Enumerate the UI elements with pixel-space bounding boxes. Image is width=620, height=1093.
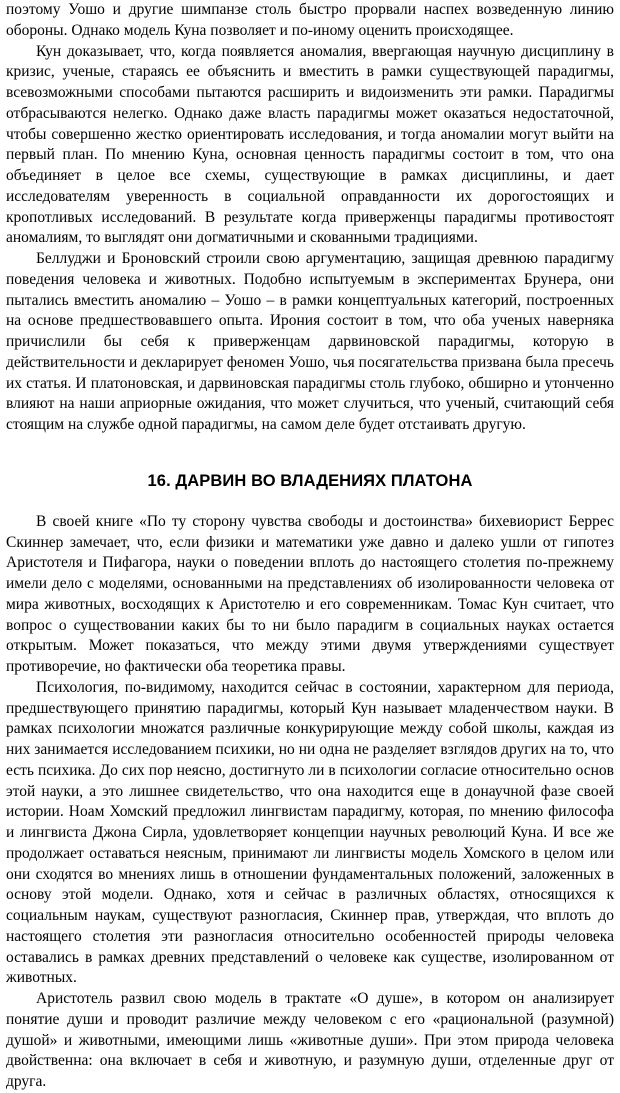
paragraph-skinner: В своей книге «По ту сторону чувства свободы и достоинства» бихевиорист Беррес Скиннер замечает, что, если физики и математики уже давно и далеко ушли от гипотез Аристотеля и Пифагора, науки о поведении вплоть до настоящего столетия по-прежнему имели дело с моделями, основанными на представлениях об изолированности человека от мира животных, восходящих к Аристотелю и его современникам. Томас Кун считает, что вопрос о существовании каких бы то ни было парадигм в социальных науках остается открытым. Может показаться, что между этими двумя утверждениями существует противоречие, но фактически оба теоретика правы.: [6, 512, 614, 675]
paragraph-continuation: поэтому Уошо и другие шимпанзе столь быстро прорвали наспех возведенную линию обороны. Однако модель Куна позволяет и по-иному оценить происходящее.: [6, 1, 614, 39]
paragraph-kuhn-anomaly: Кун доказывает, что, когда появляется аномалия, ввергающая научную дисциплину в кризис, ученые, стараясь ее объяснить и вместить в рамки существующей парадигмы, всевозможными способами пытаются расширить и видоизменить эти рамки. Парадигмы отбрасываются нелегко. Однако даже власть парадигмы может оказаться недостаточной, чтобы совершенно жестко ориентировать исследования, и тогда аномалии могут выйти на первый план. По мнению Куна, основная ценность парадигмы состоит в том, что она объединяет в целое все схемы, существующие в рамках дисциплины, и дает исследователям уверенность в социальной оправданности их дорогостоящих и кропотливых исследований. В результате когда приверженцы парадигмы противостоят аномалиям, то выглядят они догматичными и скованными традициями.: [6, 42, 614, 247]
document-page: [6, 0, 614, 1093]
paragraph-bellugi-bronowski: Беллуджи и Броновский строили свою аргументацию, защищая древнюю парадигму поведения человека и животных. Подобно испытуемым в экспериментах Брунера, они пытались вместить аномалию – Уошо – в рамки концептуальных категорий, построенных на основе предшествовавшего опыта. Ирония состоит в том, что оба ученых наверняка причислили бы себя к приверженцам дарвиновской парадигмы, которую в действительности и декларирует феномен Уошо, чья посягательства призвана была пресечь их статья. И платоновская, и дарвиновская парадигмы столь глубоко, обширно и утонченно влияют на наши априорные ожидания, что может случиться, что ученый, считающий себя стоящим на службе одной парадигмы, на самом деле будет отстаивать другую.: [6, 250, 614, 433]
chapter-title: 16. ДАРВИН ВО ВЛАДЕНИЯХ ПЛАТОНА: [147, 471, 473, 490]
paragraph-aristotle: Аристотель развил свою модель в трактате «О душе», в котором он анализирует понятие души и проводит различие между человеком с его «рациональной (разумной) душой» и животными, имеющими лишь «животные души». При этом природа человека двойственна: она включает в себя и животную, и разумную души, отделенные друг от друга.: [6, 990, 614, 1090]
paragraph-psychology: Психология, по-видимому, находится сейчас в состоянии, характерном для периода, предшествующего принятию парадигмы, который Кун называет младенчеством науки. В рамках психологии множатся различные конкурирующие между собой школы, каждая из них занимается исследованием психики, но ни одна не разделяет взглядов других на то, что есть психика. До сих пор неясно, достигнуто ли в психологии согласие относительно основ этой науки, а это лишнее свидетельство, что она находится еще в донаучной фазе своей истории. Ноам Хомский предложил лингвистам парадигму, которая, по мнению философа и лингвиста Джона Сирла, удовлетворяет концепции научных революций Куна. И все же продолжает оставаться неясным, принимают ли лингвисты модель Хомского в целом или они сходятся во мнениях лишь в отношении фундаментальных положений, заложенных в основу этой модели. Однако, хотя и сейчас в различных областях, относящихся к социальным наукам, существуют разногласия, Скиннер прав, утверждая, что вплоть до настоящего столетия эти разногласия относительно особенностей природы человека оставались в рамках древних представлений о человеке как существе, изолированном от животных.: [6, 678, 614, 987]
